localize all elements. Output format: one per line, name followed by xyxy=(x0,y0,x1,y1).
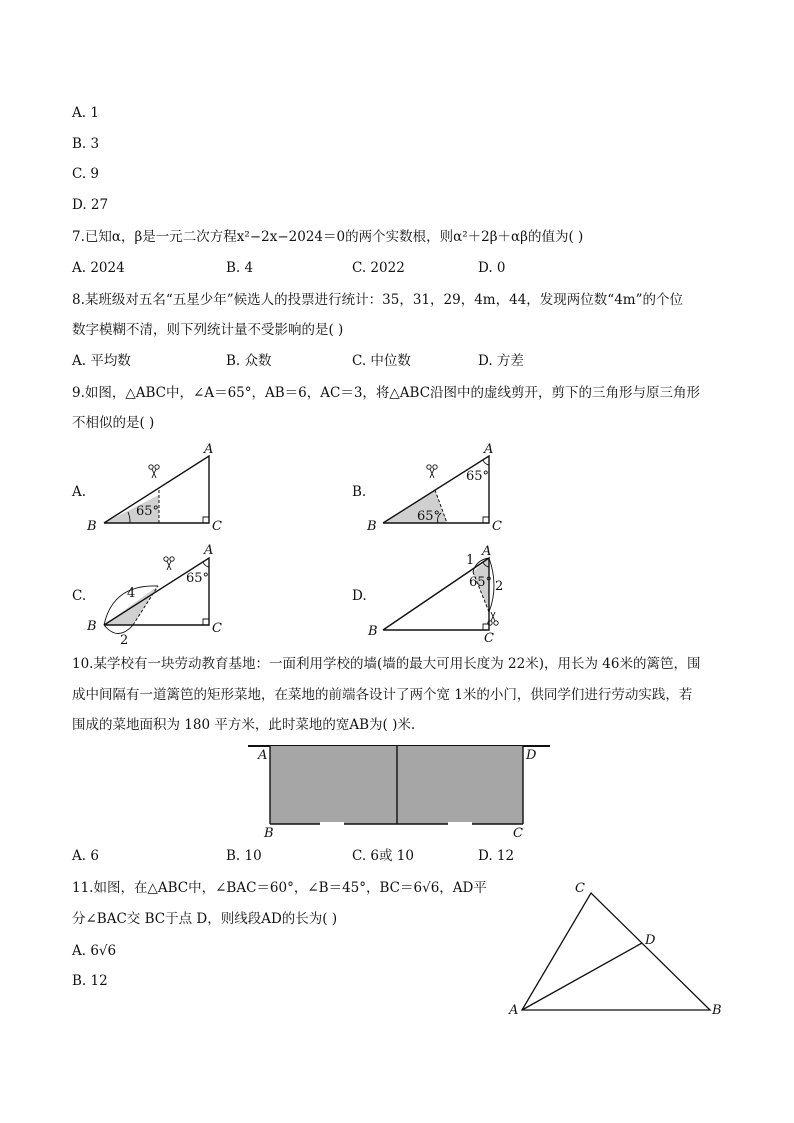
q11-stem-line1: 11.如图，在△ABC中，∠BAC＝60°，∠B＝45°，BC＝6√6，AD平 xyxy=(72,880,487,896)
q9-fig-c-option-label: C. xyxy=(72,588,87,604)
q10-option-b: B. 10 xyxy=(226,848,262,864)
q8-option-b: B. 众数 xyxy=(226,353,272,369)
q9-figure-c xyxy=(85,542,235,651)
fig-a-label-a: A xyxy=(204,442,214,457)
q10-stem-line2: 成中间隔有一道篱笆的矩形菜地，在菜地的前端各设计了两个宽 1米的小门，供同学们进行劳动实践，若 xyxy=(72,687,693,703)
q8-stem-line2: 数字模糊不清，则下列统计量不受影响的是( ) xyxy=(72,322,344,338)
q9-fig-d-option-label: D. xyxy=(352,588,367,604)
q9-fig-b-option-label: B. xyxy=(352,484,367,500)
fig-c-label-c: C xyxy=(212,621,222,636)
q9-figure-a xyxy=(85,440,235,544)
fig-c-len-4: 4 xyxy=(127,586,136,601)
gate-right xyxy=(448,822,472,826)
bisector-ad xyxy=(522,943,642,1010)
q11-option-a: A. 6√6 xyxy=(72,943,117,959)
q11-label-d: D xyxy=(645,933,656,948)
q6-option-c: C. 9 xyxy=(72,166,100,182)
fig-b-angle-top: 65° xyxy=(466,469,490,484)
triangle-abc xyxy=(383,558,489,630)
q7-option-c: C. 2022 xyxy=(352,260,405,276)
q10-option-a: A. 6 xyxy=(72,848,99,864)
fig-d-label-b: B xyxy=(368,624,378,639)
fig-d-label-c: C xyxy=(484,631,494,646)
q11-label-a: A xyxy=(509,1003,519,1018)
fig-b-label-a: A xyxy=(484,442,494,457)
q9-figure-d xyxy=(365,542,515,651)
q11-label-b: B xyxy=(712,1003,722,1018)
q7-option-b: B. 4 xyxy=(226,260,254,276)
fig-a-label-c: C xyxy=(212,519,222,534)
fig-d-len-2: 2 xyxy=(495,579,504,594)
q9-stem-line2: 不相似的是( ) xyxy=(72,415,155,431)
fig-c-label-b: B xyxy=(87,619,97,634)
fig-b-angle-bottom: 65° xyxy=(417,509,441,524)
triangle-abc xyxy=(104,558,209,625)
fig-d-angle: 65° xyxy=(469,575,493,590)
q6-option-b: B. 3 xyxy=(72,136,100,152)
q8-stem-line1: 8.某班级对五名“五星少年”候选人的投票进行统计：35，31，29，4m，44，发现两位数“4m”的个位 xyxy=(72,292,683,308)
garden-label-c: C xyxy=(513,826,523,841)
garden-label-b: B xyxy=(264,826,274,841)
q7-option-d: D. 0 xyxy=(478,260,506,276)
q10-option-c: C. 6或 10 xyxy=(352,848,414,864)
gate-left xyxy=(320,822,344,826)
fig-d-label-a: A xyxy=(482,544,492,559)
fig-d-len-1: 1 xyxy=(466,553,475,568)
fig-a-angle: 65° xyxy=(136,504,160,519)
q6-option-a: A. 1 xyxy=(72,105,99,121)
triangle-abc xyxy=(522,893,710,1010)
q10-option-d: D. 12 xyxy=(478,848,515,864)
q9-fig-a-option-label: A. xyxy=(72,484,87,500)
q10-stem-line3: 围成的菜地面积为 180 平方米，此时菜地的宽AB为( )米. xyxy=(72,717,416,733)
garden-label-a: A xyxy=(258,748,268,763)
q11-triangle-figure xyxy=(505,876,735,1030)
q8-option-a: A. 平均数 xyxy=(72,353,131,369)
q7-stem: 7.已知α，β是一元二次方程x²−2x−2024＝0的两个实数根，则α²＋2β＋αβ的值为( ) xyxy=(72,229,584,245)
fig-b-label-c: C xyxy=(492,519,502,534)
scissors-icon xyxy=(149,465,159,478)
q10-stem-line1: 10.某学校有一块劳动教育基地：一面利用学校的墙(墙的最大可用长度为 22米)，用长为 46米的篱笆，围 xyxy=(72,656,701,672)
garden-label-d: D xyxy=(526,748,537,763)
q11-label-c: C xyxy=(575,881,585,896)
q6-option-d: D. 27 xyxy=(72,197,109,213)
fig-a-label-b: B xyxy=(87,519,97,534)
q9-figure-b xyxy=(365,440,515,544)
fig-b-label-b: B xyxy=(367,519,377,534)
q11-option-b: B. 12 xyxy=(72,973,108,989)
fig-c-angle: 65° xyxy=(186,571,210,586)
fig-c-label-a: A xyxy=(204,543,214,558)
q11-stem-line2: 分∠BAC交 BC于点 D，则线段AD的长为( ) xyxy=(72,911,338,927)
q9-stem-line1: 9.如图，△ABC中，∠A＝65°，AB＝6，AC＝3，将△ABC沿图中的虚线剪开，剪下的三角形与原三角形 xyxy=(72,385,701,401)
scissors-icon xyxy=(427,465,437,478)
q7-option-a: A. 2024 xyxy=(72,260,125,276)
scissors-icon xyxy=(164,557,174,570)
q8-option-c: C. 中位数 xyxy=(352,353,411,369)
q8-option-d: D. 方差 xyxy=(478,353,524,369)
fig-c-len-2: 2 xyxy=(120,633,129,648)
q10-garden-figure xyxy=(240,740,560,844)
